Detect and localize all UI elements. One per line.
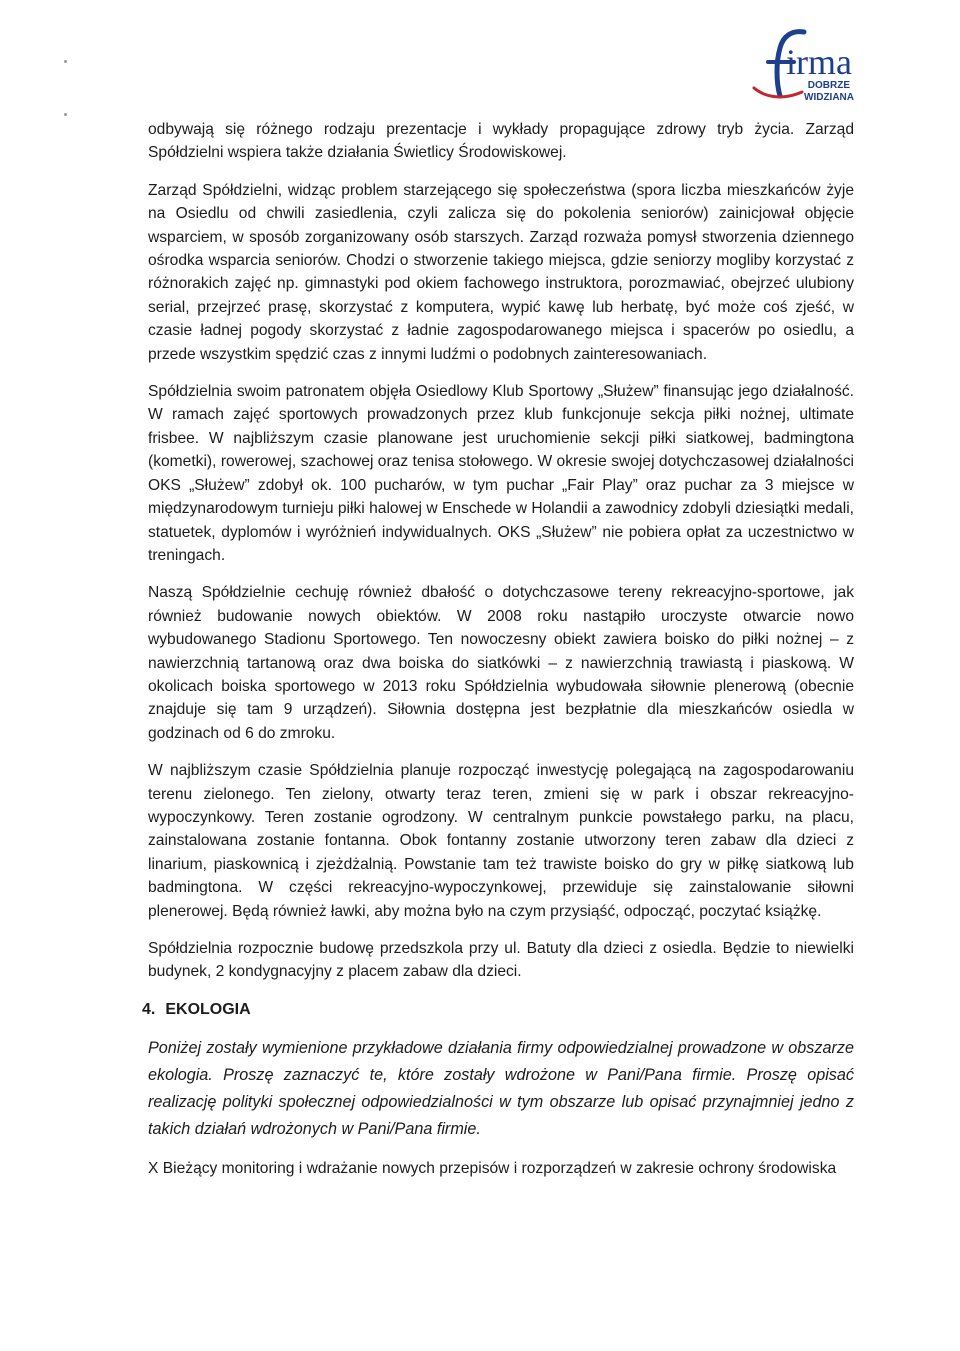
logo-tagline-1: DOBRZE — [807, 80, 850, 91]
scan-speck — [64, 113, 67, 116]
firma-dobrze-widziana-logo-icon — [746, 22, 866, 110]
section-number: 4. — [142, 1000, 156, 1018]
section-heading — [142, 998, 854, 1021]
section-intro: Poniżej zostały wymienione przykładowe działania firmy odpowiedzialnej prowadzone w obszarze ekologia. Proszę zaznaczyć te, które zostały wdrożone w Pani/Pana firmie. Proszę opisać realizację polityki społecznej odpowiedzialności w tym obszarze lub opisać przynajmniej jedno z takich działań wdrożonych w Pani/Pana firmie. — [148, 1039, 854, 1139]
logo-word: irma — [786, 42, 852, 82]
logo-tagline-2: WIDZIANA — [804, 92, 854, 103]
section-title: EKOLOGIA — [165, 1000, 251, 1018]
paragraph: odbywają się różnego rodzaju prezentacje i wykłady propagujące zdrowy tryb życia. Zarząd Spółdzielni wspiera także działania Świetlicy Środowiskowej. — [148, 121, 854, 162]
document-body — [142, 118, 854, 1195]
paragraph: Spółdzielnia swoim patronatem objęła Osiedlowy Klub Sportowy „Służew” finansując jego działalność. W ramach zajęć sportowych prowadzonych przez klub funkcjonuje sekcja piłki nożnej, ultimate frisbee. W najbliższym czasie planowane jest uruchomienie sekcji piłki siatkowej, badmingtona (kometki), rowerowej, szachowej oraz tenisa stołowego. W okresie swojej dotychczasowej działalności OKS „Służew” zdobył ok. 100 pucharów, w tym puchar „Fair Play” oraz puchar za 3 miejsce w międzynarodowym turnieju piłki halowej w Enschede w Holandii a zawodnicy zdobyli dziesiątki medali, statuetek, dyplomów i wyróżnień indywidualnych. OKS „Służew” nie pobiera opłat za uczestnictwo w treningach. — [148, 383, 854, 564]
company-logo — [746, 22, 866, 110]
paragraph: Spółdzielnia rozpocznie budowę przedszkola przy ul. Batuty dla dzieci z osiedla. Będzie to niewielki budynek, 2 kondygnacyjny z placem zabaw dla dzieci. — [148, 940, 854, 981]
checklist-item: X Bieżący monitoring i wdrażanie nowych przepisów i rozporządzeń w zakresie ochrony środowiska — [148, 1160, 837, 1178]
paragraph: Naszą Spółdzielnie cechuję również dbałość o dotychczasowe tereny rekreacyjno-sportowe, jak również budowanie nowych obiektów. W 2008 roku nastąpiło uroczyste otwarcie nowo wybudowanego Stadionu Sportowego. Ten nowoczesny obiekt zawiera boisko do piłki nożnej – z nawierzchnią tartanową oraz dwa boiska do siatkówki – z nawierzchnią trawiastą i piaskową. W okolicach boiska sportowego w 2013 roku Spółdzielnia wybudowała siłownie plenerową (obecnie znajduje się tam 9 urządzeń). Siłownia dostępna jest bezpłatnie dla mieszkańców osiedla w godzinach od 6 do zmroku. — [148, 584, 854, 742]
paragraph: W najbliższym czasie Spółdzielnia planuje rozpocząć inwestycję polegającą na zagospodarowaniu terenu zielonego. Ten zielony, otwarty teraz teren, zmieni się w park i obszar rekreacyjno-wypoczynkowy. Teren zostanie ogrodzony. W centralnym punkcie powstałego parku, na placu, zainstalowana zostanie fontanna. Obok fontanny zostanie utworzony teren zabaw dla dzieci z linarium, piaskownicą i zjeżdżalnią. Powstanie tam też trawiste boisko do gry w piłkę siatkową lub badmingtona. W części rekreacyjno-wypoczynkowej, przewiduje się zainstalowanie siłowni plenerowej. Będą również ławki, aby można było na czym przysiąść, odpocząć, poczytać książkę. — [148, 762, 854, 920]
paragraph: Zarząd Spółdzielni, widząc problem starzejącego się społeczeństwa (spora liczba mieszkańców żyje na Osiedlu od chwili zasiedlenia, czyli zalicza się do pokolenia seniorów) zainicjował objęcie wsparciem, w sposób zorganizowany osób starszych. Zarząd rozważa pomysł stworzenia dziennego ośrodka wsparcia seniorów. Chodzi o stworzenie takiego miejsca, gdzie seniorzy mogliby korzystać z różnorakich zajęć np. gimnastyki pod okiem fachowego instruktora, porozmawiać, obejrzeć ulubiony serial, przejrzeć prasę, skorzystać z komputera, wypić kawę lub herbatę, być może coś zjeść, w czasie ładnej pogody skorzystać z ładnie zagospodarowanego miejsca i spacerów po osiedlu, a przede wszystkim spędzić czas z innymi ludźmi o podobnych zainteresowaniach. — [148, 181, 854, 363]
scan-speck — [64, 60, 67, 63]
